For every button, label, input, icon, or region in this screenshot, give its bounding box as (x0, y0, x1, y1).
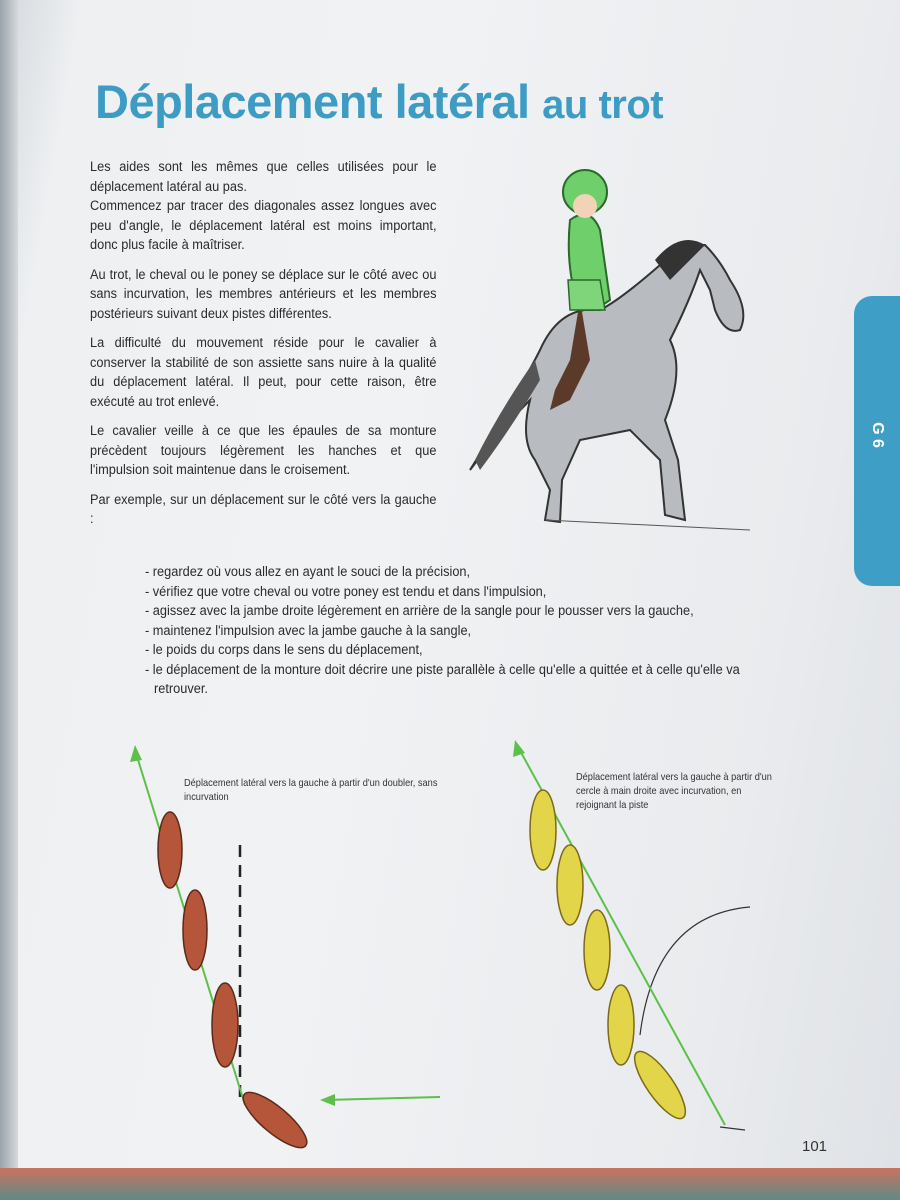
paragraph: Les aides sont les mêmes que celles utilisées pour le déplacement latéral au pas. (90, 159, 437, 195)
horse-figure (557, 845, 583, 925)
background-surface (0, 1168, 900, 1200)
list-item: - le poids du corps dans le sens du déplacement, (145, 642, 423, 658)
section-tab[interactable] (854, 296, 900, 586)
instruction-list (145, 563, 775, 700)
horse-figure (212, 983, 238, 1067)
caption-left: Déplacement latéral vers la gauche à partir d'un doubler, sans incurvation (184, 777, 438, 803)
paragraph: Par exemple, sur un déplacement sur le côté vers la gauche : (90, 491, 437, 527)
page-number: 101 (802, 1138, 828, 1155)
horse-figure (183, 890, 207, 970)
horse-figure (158, 812, 182, 888)
title-suffix: au trot (542, 83, 664, 127)
title-main: Déplacement latéral (95, 75, 530, 128)
section-tab-label: G 6 (868, 422, 886, 448)
list-item: - le déplacement de la monture doit décrire une piste parallèle à celle qu'elle a quittée et à celle qu'elle va retrouver. (145, 661, 740, 697)
horse-figure (530, 790, 556, 870)
paragraph: Au trot, le cheval ou le poney se déplace sur le côté avec ou sans incurvation, les membres antérieurs et les membres postérieurs suivant deux pistes différentes. (90, 266, 437, 322)
horse-figure (608, 985, 634, 1065)
paragraph: Le cavalier veille à ce que les épaules de sa monture précèdent toujours légèrement les hanches et que l'impulsion soit maintenue dans le croisement. (90, 423, 437, 478)
page-title (95, 74, 663, 129)
diagram-right (505, 735, 765, 1135)
paragraph: Commencez par tracer des diagonales assez longues avec peu d'angle, le déplacement latéral est moins important, donc plus facile à maîtriser. (90, 198, 437, 253)
list-item: - vérifiez que votre cheval ou votre poney est tendu et dans l'impulsion, (145, 583, 547, 600)
horse-figure (584, 910, 610, 990)
paragraph: La difficulté du mouvement réside pour le cavalier à conserver la stabilité de son assiette sans nuire à la qualité du déplacement latéral. Il peut, pour cette raison, être exécuté au trot enlevé. (90, 335, 437, 410)
list-item: - regardez où vous allez en ayant le souci de la précision, (145, 564, 471, 580)
body-text (90, 158, 437, 540)
caption-right: Déplacement latéral vers la gauche à partir d'un cercle à main droite avec incurvation, en rejoignant la piste (576, 771, 772, 811)
horse-figure (236, 1084, 314, 1150)
horse-figure (626, 1045, 693, 1125)
list-item: - agissez avec la jambe droite légèrement en arrière de la sangle pour le pousser vers la gauche, (145, 603, 694, 619)
rider-illustration (450, 160, 760, 540)
list-item: - maintenez l'impulsion avec la jambe gauche à la sangle, (145, 622, 472, 639)
diagram-left (120, 740, 460, 1150)
